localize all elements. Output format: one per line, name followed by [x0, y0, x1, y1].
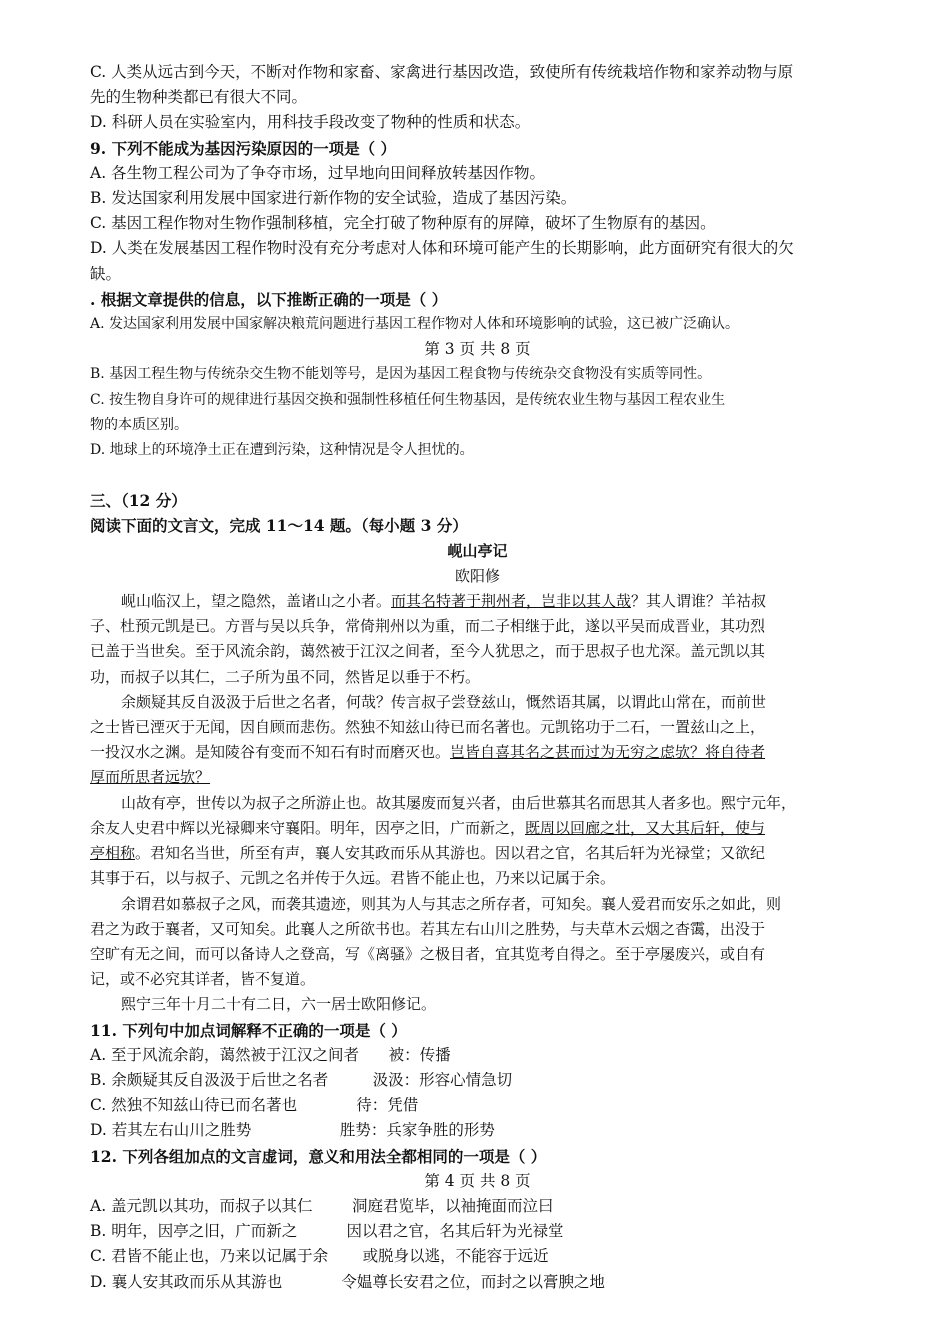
passage-p3-line2	[90, 816, 865, 841]
q12-option-a: A. 盖元凯以其功，而叔子以其仁 洞庭君览毕，以袖掩面而泣曰	[90, 1196, 554, 1215]
q8-option-c-line1: C. 人类从远古到今天，不断对作物和家畜、家禽进行基因改造，致使所有传统栽培作物和家养动物与原	[90, 63, 794, 81]
passage-p4-line3: 空旷有无之间，而可以备诗人之登高，写《离骚》之极目者，宜其览考自得之。至于亭屡废兴，或自有	[90, 944, 766, 963]
passage-text: 岘山临汉上，望之隐然，盖诸山之小者。	[121, 592, 392, 611]
q11-option-b: B. 余颇疑其反自汲汲于后世之名者 汲汲：形容心情急切	[90, 1070, 513, 1089]
passage-p2-line2: 之士皆已湮灭于无闻，因自顾而悲伤。然独不知兹山待已而名著也。元凯铭功于二石，一置兹山之上，	[90, 718, 766, 737]
underlined-sentence: 亭相称	[90, 844, 136, 863]
passage-p4-line1: 余谓君如慕叔子之风，而袭其遗迹，则其为人与其志之所存者，可知矣。襄人爱君而安乐之如此，则	[121, 894, 782, 913]
passage-text: 余友人史君中辉以光禄卿来守襄阳。明年，因亭之旧，广而新之，	[90, 818, 526, 837]
passage-p4-line4: 记，或不必究其详者，皆不复道。	[90, 970, 316, 989]
q9-option-b: B. 发达国家利用发展中国家进行新作物的安全试验，造成了基因污染。	[90, 189, 577, 208]
q9-option-d-line1: D. 人类在发展基因工程作物时没有充分考虑对人体和环境可能产生的长期影响，此方面研究有很大的欠	[90, 239, 794, 258]
passage-p1-line1	[90, 589, 865, 614]
passage-p2-line1: 余颇疑其反自汲汲于后世之名者，何哉？传言叔子尝登兹山，慨然语其属，以谓此山常在，而前世	[121, 692, 767, 711]
section3-instruction: 阅读下面的文言文，完成 11～14 题。（每小题 3 分）	[90, 516, 468, 536]
passage-p1-line4: 功，而叔子以其仁，二子所为虽不同，然皆足以垂于不朽。	[90, 667, 481, 686]
spacer	[90, 463, 865, 488]
q9-option-a: A. 各生物工程公司为了争夺市场，过早地向田间释放转基因作物。	[90, 163, 546, 182]
passage-title: 岘山亭记	[447, 541, 508, 560]
q10-option-d: D. 地球上的环境净土正在遭到污染，这种情况是令人担忧的。	[90, 442, 474, 459]
underlined-sentence: 厚而所思者远欤？	[90, 768, 211, 787]
passage-text: ？其人谓谁？羊祜叔	[631, 592, 767, 611]
q10-option-c-line2: 物的本质区别。	[90, 416, 188, 433]
underlined-sentence: 岂皆自喜其名之甚而过为无穷之虑欤？将自待者	[450, 743, 766, 762]
q8-option-d: D. 科研人员在实验室内，用科技手段改变了物种的性质和状态。	[90, 113, 531, 132]
q9-stem: 9. 下列不能成为基因污染原因的一项是（ ）	[90, 138, 396, 158]
page-footer-3: 第 3 页 共 8 页	[424, 340, 531, 359]
q9-option-d-line2: 缺。	[90, 264, 122, 283]
q12-option-c: C. 君皆不能止也，乃来以记属于余 或脱身以逃，不能容于远近	[90, 1247, 549, 1266]
q12-stem: 12. 下列各组加点的文言虚词，意义和用法全都相同的一项是（ ）	[90, 1146, 547, 1166]
q11-option-d: D. 若其左右山川之胜势 胜势：兵家争胜的形势	[90, 1121, 495, 1140]
passage-author: 欧阳修	[454, 566, 500, 585]
passage-p3-line1: 山故有亭，世传以为叔子之所游止也。故其屡废而复兴者，由后世慕其名而思其人者多也。熙宁元年，	[121, 793, 797, 812]
exam-page	[90, 60, 865, 1295]
section3-heading: 三、（12 分）	[90, 491, 187, 511]
q10-option-a: A. 发达国家利用发展中国家解决粮荒问题进行基因工程作物对人体和环境影响的试验，这已被广泛确认。	[90, 316, 740, 333]
passage-text: 。君知名当世，所至有声，襄人安其政而乐从其游也。因以君之官，名其后轩为光禄堂；又欲纪	[135, 844, 766, 863]
q8-option-c-line2: 先的生物种类都已有很大不同。	[90, 88, 308, 107]
passage-p1-line2: 子、杜预元凯是已。方晋与吴以兵争，常倚荆州以为重，而二子相继于此，遂以平吴而成晋业，其功烈	[90, 617, 766, 636]
q11-stem: 11. 下列句中加点词解释不正确的一项是（ ）	[90, 1020, 407, 1040]
passage-p2-line4	[90, 765, 865, 790]
q10-option-c-line1: C. 按生物自身许可的规律进行基因交换和强制性移植任何生物基因，是传统农业生物与基因工程农业生	[90, 391, 726, 408]
passage-p2-line3	[90, 740, 865, 765]
underlined-sentence: 既周以回廊之壮，又大其后轩，使与	[525, 818, 766, 837]
q10-stem: . 根据文章提供的信息，以下推断正确的一项是（ ）	[90, 289, 448, 309]
passage-p3-line4: 其事于石，以与叔子、元凯之名并传于久远。君皆不能止也，乃来以记属于余。	[90, 869, 616, 888]
passage-p5: 熙宁三年十月二十有二日，六一居士欧阳修记。	[121, 995, 437, 1014]
q12-option-b: B. 明年，因亭之旧，广而新之 因以君之官，名其后轩为光禄堂	[90, 1222, 564, 1241]
passage-text: 一投汉水之渊。是知陵谷有变而不知石有时而磨灭也。	[90, 743, 451, 762]
passage-p4-line2: 君之为政于襄者，又可知矣。此襄人之所欲书也。若其左右山川之胜势，与夫草木云烟之杳霭，出没于	[90, 919, 766, 938]
passage-p3-line3	[90, 841, 865, 866]
passage-p1-line3: 已盖于当世矣。至于风流余韵，蔼然被于江汉之间者，至今人犹思之，而于思叔子也尤深。盖元凯以其	[90, 642, 766, 661]
q11-option-a: A. 至于风流余韵，蔼然被于江汉之间者 被：传播	[90, 1045, 451, 1064]
q10-option-b: B. 基因工程生物与传统杂交生物不能划等号，是因为基因工程食物与传统杂交食物没有实质等同性。	[90, 366, 712, 383]
page-footer-4: 第 4 页 共 8 页	[424, 1171, 531, 1190]
q9-option-c: C. 基因工程作物对生物作强制移植，完全打破了物种原有的屏障，破坏了生物原有的基因。	[90, 214, 716, 233]
q11-option-c: C. 然独不知兹山待已而名著也 待：凭借	[90, 1096, 419, 1115]
q12-option-d: D. 襄人安其政而乐从其游也 令媪尊长安君之位，而封之以膏腴之地	[90, 1272, 605, 1291]
underlined-sentence: 而其名特著于荆州者，岂非以其人哉	[391, 592, 632, 611]
